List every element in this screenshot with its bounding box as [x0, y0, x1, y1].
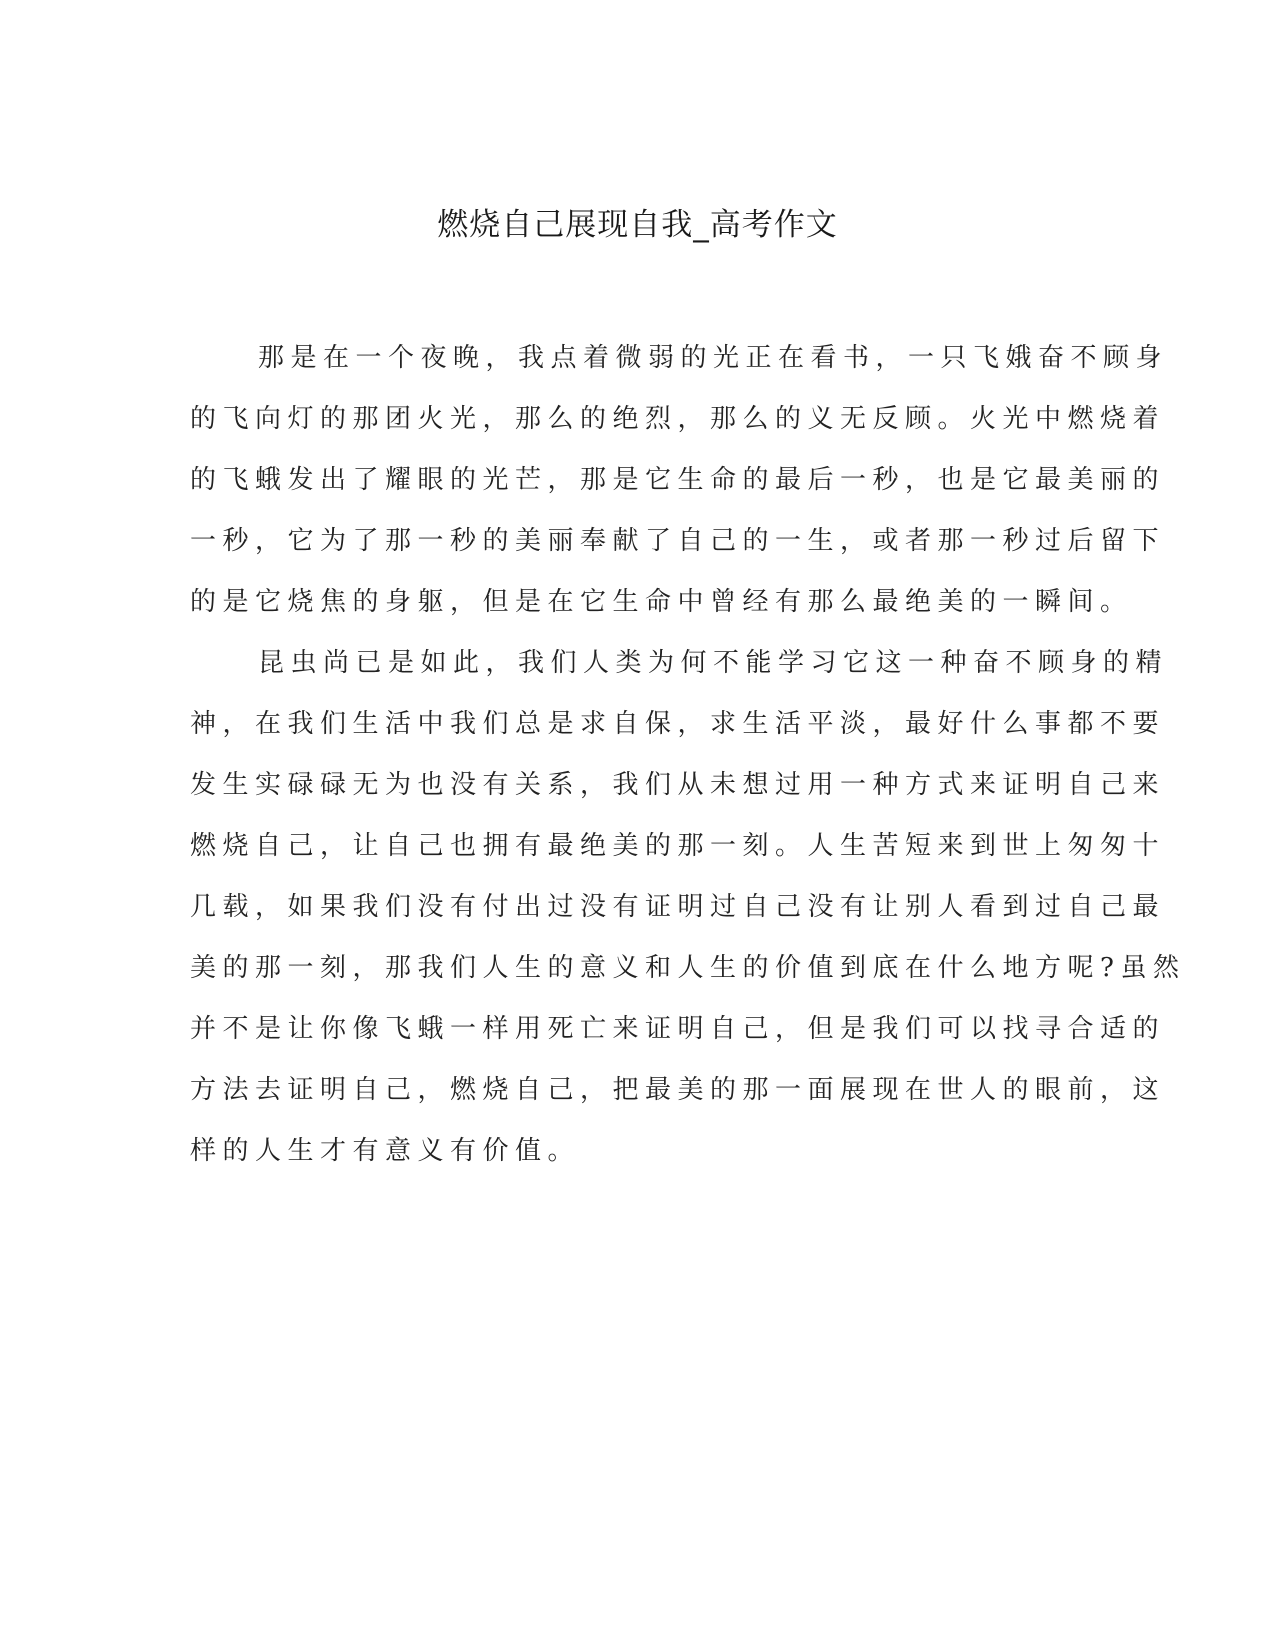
text-line: 的飞向灯的那团火光，那么的绝烈，那么的义无反顾。火光中燃烧着	[190, 404, 1166, 434]
text-line: 燃烧自己，让自己也拥有最绝美的那一刻。人生苦短来到世上匆匆十	[190, 831, 1166, 861]
text-line: 美的那一刻，那我们人生的意义和人生的价值到底在什么地方呢?虽然	[190, 953, 1186, 983]
text-line: 那是在一个夜晚，我点着微弱的光正在看书，一只飞娥奋不顾身	[258, 343, 1169, 373]
text-line: 样的人生才有意义有价值。	[190, 1136, 581, 1166]
text-line: 方法去证明自己，燃烧自己，把最美的那一面展现在世人的眼前，这	[190, 1075, 1166, 1105]
text-line: 一秒，它为了那一秒的美丽奉献了自己的一生，或者那一秒过后留下	[190, 526, 1166, 556]
paragraph-1	[190, 328, 1169, 633]
document-body	[190, 328, 1186, 1182]
text-line: 的是它烧焦的身躯，但是在它生命中曾经有那么最绝美的一瞬间。	[190, 587, 1133, 617]
document-title: 燃烧自己展现自我_高考作文	[437, 207, 838, 243]
text-line: 并不是让你像飞蛾一样用死亡来证明自己，但是我们可以找寻合适的	[190, 1014, 1166, 1044]
text-line: 昆虫尚已是如此，我们人类为何不能学习它这一种奋不顾身的精	[258, 648, 1169, 678]
text-line: 神，在我们生活中我们总是求自保，求生活平淡，最好什么事都不要	[190, 709, 1166, 739]
text-line: 的飞蛾发出了耀眼的光芒，那是它生命的最后一秒，也是它最美丽的	[190, 465, 1166, 495]
paragraph-2	[190, 633, 1186, 1182]
text-line: 几载，如果我们没有付出过没有证明过自己没有让别人看到过自己最	[190, 892, 1166, 922]
text-line: 发生实碌碌无为也没有关系，我们从未想过用一种方式来证明自己来	[190, 770, 1166, 800]
